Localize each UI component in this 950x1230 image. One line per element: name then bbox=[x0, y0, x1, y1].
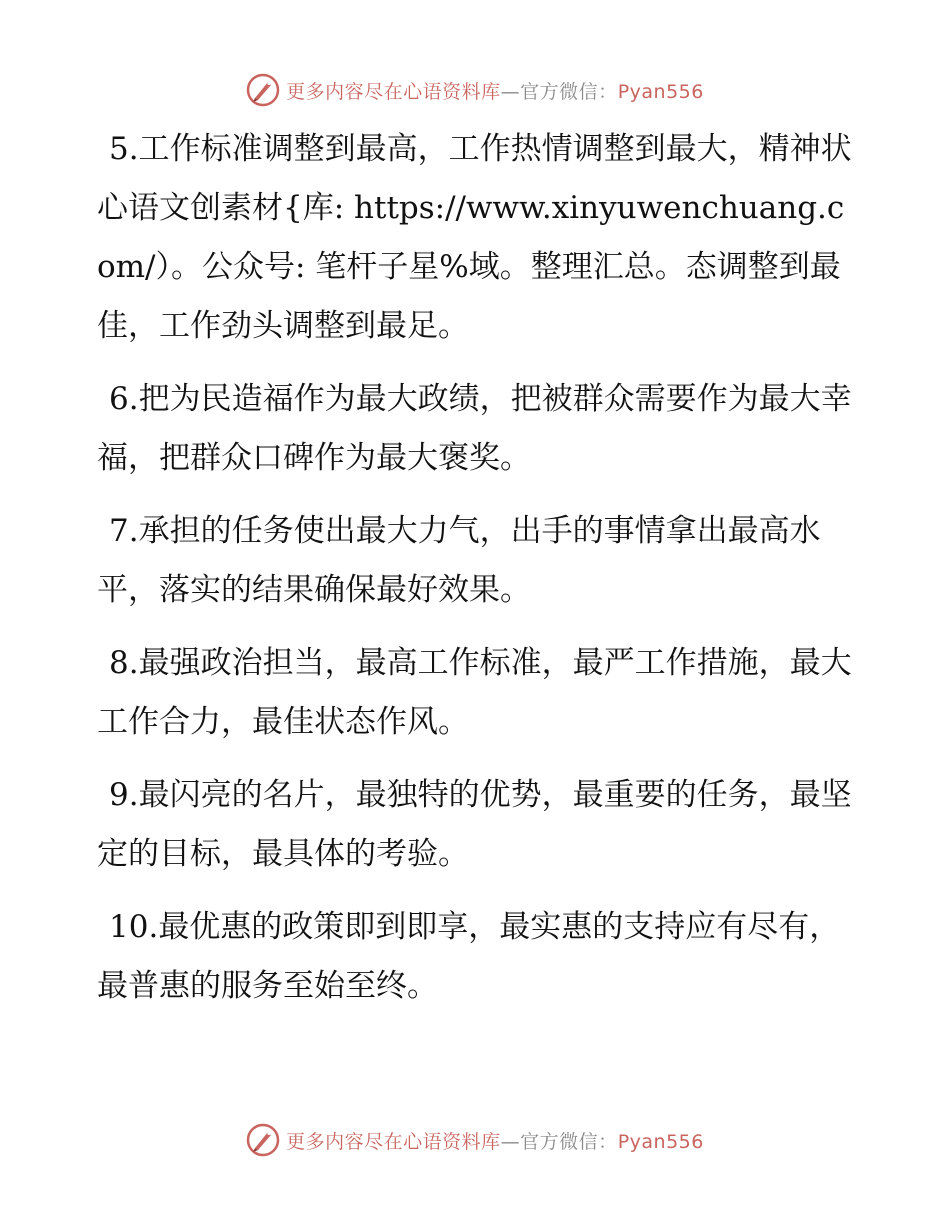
header-banner bbox=[0, 70, 950, 110]
footer-banner-suffix: 官方微信： bbox=[520, 1130, 618, 1153]
footer-banner-text bbox=[286, 1127, 704, 1154]
footer-banner bbox=[0, 1120, 950, 1160]
item-number: 7. bbox=[109, 513, 139, 549]
list-item bbox=[97, 370, 857, 488]
list-item bbox=[97, 120, 857, 356]
item-text: 最优惠的政策即到即享，最实惠的支持应有尽有，最普惠的服务至始至终。 bbox=[97, 909, 841, 1004]
item-text: 最闪亮的名片，最独特的优势，最重要的任务，最坚定的目标，最具体的考验。 bbox=[97, 777, 852, 872]
footer-banner-separator: — bbox=[500, 1130, 521, 1153]
header-banner-wechat-id: Pyan556 bbox=[617, 80, 704, 103]
list-item bbox=[97, 502, 857, 620]
header-banner-inner bbox=[246, 73, 704, 107]
item-number: 5. bbox=[109, 131, 139, 167]
item-text: 工作标准调整到最高，工作热情调整到最大，精神状心语文创素材{库: https://www.xinyuwenchuang.com/）。公众号: 笔杆子星%域。整理汇总。态调整到最佳，工作劲头调整到最足。 bbox=[97, 131, 852, 344]
header-banner-text bbox=[286, 77, 704, 104]
list-item bbox=[97, 898, 857, 1016]
header-banner-separator: — bbox=[500, 80, 521, 103]
list-item bbox=[97, 634, 857, 752]
item-text: 承担的任务使出最大力气，出手的事情拿出最高水平，落实的结果确保最好效果。 bbox=[97, 513, 821, 608]
item-number: 10. bbox=[109, 909, 159, 945]
footer-banner-main: 更多内容尽在心语资料库 bbox=[286, 1130, 501, 1153]
quill-pen-logo-icon bbox=[246, 73, 280, 107]
footer-banner-inner bbox=[246, 1123, 704, 1157]
quill-pen-logo-icon bbox=[246, 1123, 280, 1157]
list-item bbox=[97, 766, 857, 884]
footer-banner-wechat-id: Pyan556 bbox=[617, 1130, 704, 1153]
item-text: 最强政治担当，最高工作标准，最严工作措施，最大工作合力，最佳状态作风。 bbox=[97, 645, 852, 740]
document-body bbox=[97, 120, 857, 1030]
item-text: 把为民造福作为最大政绩，把被群众需要作为最大幸福，把群众口碑作为最大褒奖。 bbox=[97, 381, 852, 476]
item-number: 6. bbox=[109, 381, 139, 417]
item-number: 8. bbox=[109, 645, 139, 681]
item-number: 9. bbox=[109, 777, 139, 813]
header-banner-main: 更多内容尽在心语资料库 bbox=[286, 80, 501, 103]
header-banner-suffix: 官方微信： bbox=[520, 80, 618, 103]
